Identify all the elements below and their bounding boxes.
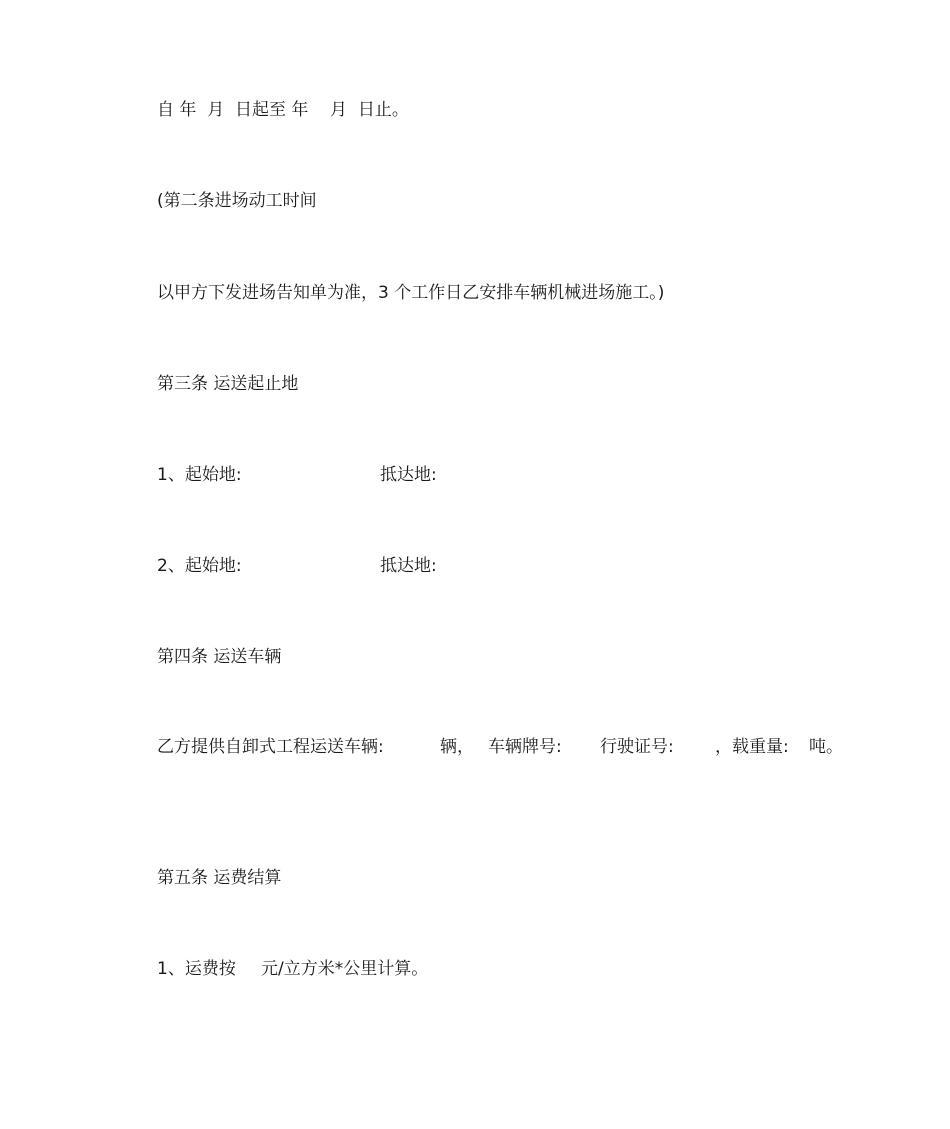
freight-rate-line xyxy=(157,958,557,1046)
license-number-label: 行驶证号: xyxy=(600,737,674,757)
plate-number-label: 车辆牌号: xyxy=(488,737,562,757)
route-line-2 xyxy=(157,555,557,643)
vehicle-provision-label: 乙方提供自卸式工程运送车辆: xyxy=(157,737,384,757)
article-two-body: 以甲方下发进场告知单为准，3 个工作日乙安排车辆机械进场施工。) xyxy=(157,283,665,303)
route-1-destination-label: 抵达地: xyxy=(380,465,437,485)
term-period-line: 自 年 月 日起至 年 月 日止。 xyxy=(157,100,409,120)
vehicle-count-unit: 辆， xyxy=(440,737,474,757)
ton-unit: 吨。 xyxy=(809,737,843,757)
article-two-heading: (第二条进场动工时间 xyxy=(157,191,317,211)
route-2-destination-label: 抵达地: xyxy=(380,556,437,576)
article-five-heading: 第五条 运费结算 xyxy=(157,868,282,888)
freight-rate-unit: 元/立方米*公里计算。 xyxy=(261,959,429,979)
route-1-origin-label: 1、起始地: xyxy=(157,465,242,485)
freight-rate-label: 1、运费按 xyxy=(157,959,236,979)
article-four-heading: 第四条 运送车辆 xyxy=(157,647,282,667)
route-2-origin-label: 2、起始地: xyxy=(157,556,242,576)
article-three-heading: 第三条 运送起止地 xyxy=(157,374,299,394)
route-line-1 xyxy=(157,464,557,552)
load-capacity-label: ，载重量: xyxy=(715,737,789,757)
